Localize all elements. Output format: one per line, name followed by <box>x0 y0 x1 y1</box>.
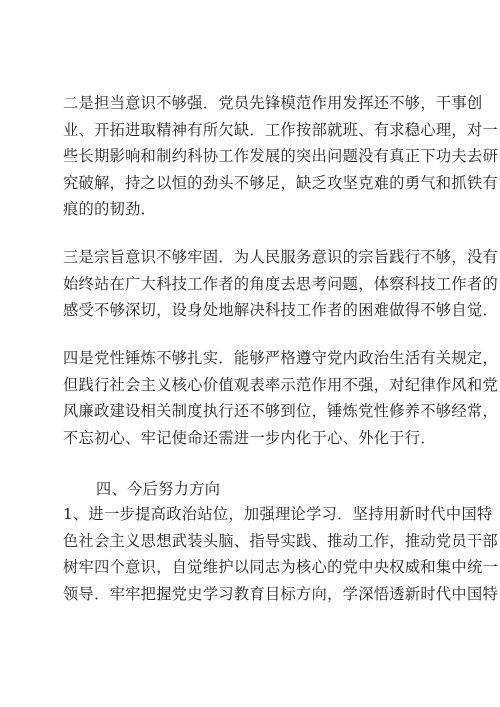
paragraph-commitment-awareness <box>63 90 499 223</box>
text-line: 风廉政建设相关制度执行还不够到位，锤炼党性修养不够经常， <box>63 402 499 421</box>
text-line: 二是担当意识不够强．党员先锋模范作用发挥还不够，干事创 <box>63 94 483 112</box>
text-line: 感受不够深切，设身处地解决科技工作者的困难做得不够自觉． <box>63 301 499 320</box>
text-line: 究破解，持之以恒的劲头不够足，缺乏攻坚克难的勇气和抓铁有 <box>63 173 499 192</box>
text-line: 始终站在广大科技工作者的角度去思考问题，体察科技工作者的 <box>63 274 499 293</box>
text-line: 四是党性锤炼不够扎实．能够严格遵守党内政治生活有关规定， <box>63 349 499 367</box>
text-line: 但践行社会主义核心价值观表率示范作用不强，对纪律作风和党 <box>63 375 499 394</box>
text-line: 业、开拓进取精神有所欠缺．工作按部就班、有求稳心理，对一 <box>63 120 499 139</box>
paragraph-item-1 <box>63 501 499 607</box>
paragraph-party-spirit <box>63 345 499 451</box>
text-line: 些长期影响和制约科协工作发展的突出问题没有真正下功夫去研 <box>63 147 499 166</box>
text-line: 领导．牢牢把握党史学习教育目标方向，学深悟透新时代中国特 <box>63 584 499 603</box>
text-line: 三是宗旨意识不够牢固．为人民服务意识的宗旨践行不够，没有 <box>63 248 499 266</box>
text-line: 色社会主义思想武装头脑、指导实践、推动工作，推动党员干部 <box>63 531 499 550</box>
section-heading: 四、今后努力方向 <box>96 480 221 498</box>
text-line: 树牢四个意识，自觉维护以同志为核心的党中央权威和集中统一 <box>63 558 499 577</box>
paragraph-purpose-awareness <box>63 244 499 324</box>
text-line: 不忘初心、牢记使命还需进一步内化于心、外化于行． <box>63 428 436 447</box>
text-line: 痕的的韧劲． <box>63 200 157 219</box>
text-line: 1、进一步提高政治站位，加强理论学习．坚持用新时代中国特 <box>63 505 493 523</box>
